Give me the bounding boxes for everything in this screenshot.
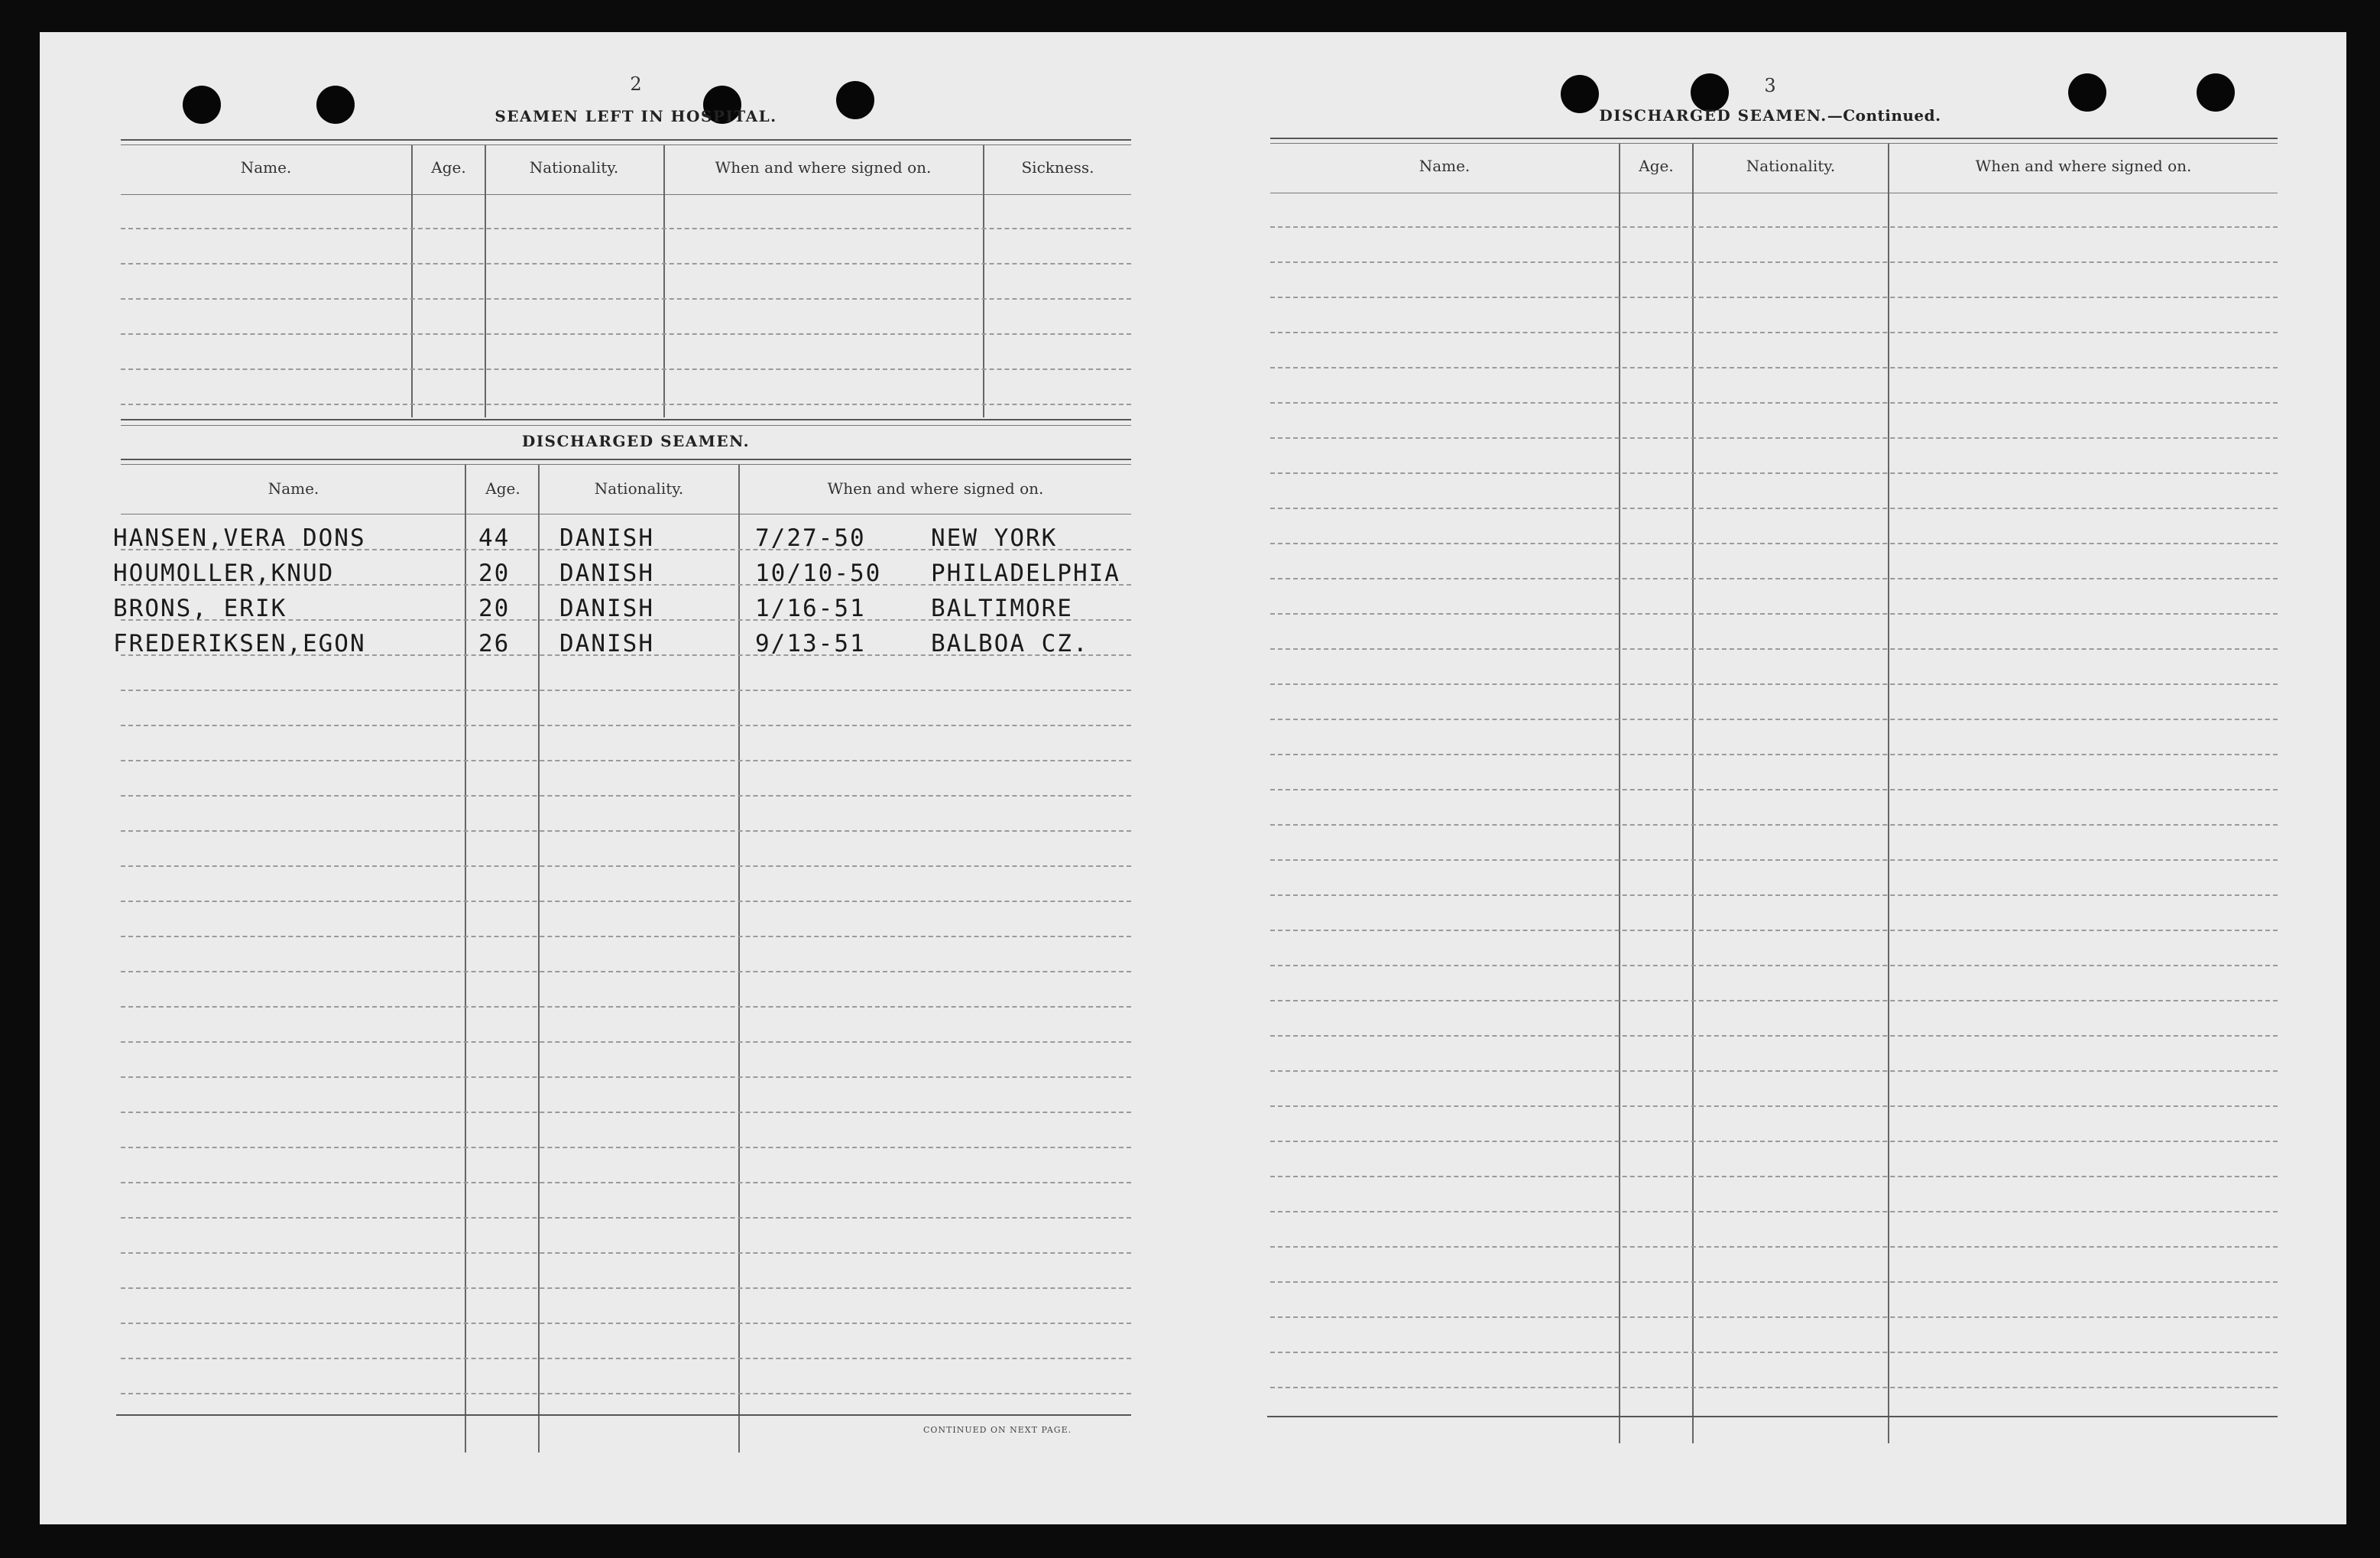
- ruled-line: [121, 1041, 1131, 1043]
- ruled-line: [1270, 754, 2278, 755]
- ruled-line: [1270, 367, 2278, 368]
- punch-hole: [2068, 73, 2106, 112]
- ruled-line: [1270, 472, 2278, 474]
- discharged-table-bottom-rule: [116, 1414, 1131, 1416]
- ruled-line: [121, 1393, 1131, 1394]
- seaman-nationality: DANISH: [559, 595, 654, 622]
- ruled-line: [1270, 859, 2278, 861]
- ruled-line: [1270, 543, 2278, 544]
- ruled-line: [1270, 1281, 2278, 1283]
- ruled-line: [1270, 613, 2278, 615]
- ruled-line: [121, 830, 1131, 832]
- ruled-line: [1270, 1352, 2278, 1353]
- ruled-line: [1270, 578, 2278, 579]
- ruled-line: [121, 228, 1131, 229]
- right-col-signed-on: When and where signed on.: [1975, 157, 2192, 175]
- signed-on-place: BALBOA CZ.: [931, 630, 1089, 657]
- right-table-top-rule: [1270, 138, 2278, 139]
- punch-hole: [2197, 73, 2235, 112]
- discharged-col-age: Age.: [485, 479, 520, 498]
- ruled-line: [121, 971, 1131, 972]
- signed-on-place: NEW YORK: [931, 524, 1058, 552]
- right-page-number: 3: [1764, 75, 1776, 96]
- hospital-header-rule: [121, 194, 1131, 195]
- signed-on-date: 7/27-50: [755, 524, 866, 552]
- right-page-title: [1568, 106, 1972, 125]
- seaman-name: HANSEN,VERA DONS: [113, 524, 366, 552]
- ruled-line: [1270, 297, 2278, 298]
- ruled-line: [1270, 648, 2278, 650]
- signed-on-place: BALTIMORE: [931, 595, 1073, 622]
- ruled-line: [121, 1323, 1131, 1324]
- signed-on-date: 10/10-50: [755, 560, 882, 587]
- ruled-line: [1270, 1105, 2278, 1107]
- ruled-line: [121, 263, 1131, 265]
- ruled-line: [121, 298, 1131, 300]
- right-col-age: Age.: [1639, 157, 1674, 175]
- right-col-nationality: Nationality.: [1746, 157, 1836, 175]
- ruled-line: [121, 1006, 1131, 1008]
- continued-note: CONTINUED ON NEXT PAGE.: [923, 1425, 1072, 1435]
- hospital-col-age: Age.: [431, 158, 466, 177]
- ruled-line: [1270, 1387, 2278, 1388]
- hospital-col-name: Name.: [240, 158, 292, 177]
- ruled-line: [121, 936, 1131, 937]
- seaman-name: HOUMOLLER,KNUD: [113, 560, 335, 587]
- ruled-line: [1270, 1316, 2278, 1318]
- ruled-line: [121, 1147, 1131, 1148]
- seaman-nationality: DANISH: [559, 524, 654, 552]
- discharged-col-name: Name.: [268, 479, 319, 498]
- right-col-name: Name.: [1419, 157, 1470, 175]
- right-title-continued: —Continued.: [1827, 106, 1941, 125]
- seaman-age: 20: [478, 595, 511, 622]
- ruled-line: [1270, 332, 2278, 333]
- seaman-age: 20: [478, 560, 511, 587]
- ruled-line: [121, 795, 1131, 797]
- ruled-line: [1270, 1000, 2278, 1001]
- ruled-line: [1270, 1246, 2278, 1248]
- seaman-name: BRONS, ERIK: [113, 595, 287, 622]
- ruled-line: [121, 333, 1131, 335]
- hospital-col-signed-on: When and where signed on.: [715, 158, 932, 177]
- right-table-bottom-rule: [1267, 1416, 2278, 1417]
- ruled-line: [1270, 789, 2278, 790]
- ruled-line: [1270, 1070, 2278, 1072]
- seaman-age: 44: [478, 524, 511, 552]
- ruled-line: [1270, 1141, 2278, 1142]
- ruled-line: [1270, 824, 2278, 826]
- signed-on-place: PHILADELPHIA: [931, 560, 1120, 587]
- discharged-section-title: DISCHARGED SEAMEN.: [521, 432, 751, 450]
- seaman-nationality: DANISH: [559, 560, 654, 587]
- ruled-line: [1270, 226, 2278, 228]
- hospital-col-nationality: Nationality.: [529, 158, 619, 177]
- ruled-line: [1270, 261, 2278, 263]
- ruled-line: [1270, 965, 2278, 966]
- document-sheet: [40, 32, 2346, 1524]
- ruled-line: [121, 1182, 1131, 1183]
- punch-hole: [316, 86, 355, 124]
- ruled-line: [121, 368, 1131, 370]
- discharged-col-nationality: Nationality.: [594, 479, 684, 498]
- ruled-line: [121, 865, 1131, 867]
- ruled-line: [121, 1358, 1131, 1359]
- signed-on-date: 1/16-51: [755, 595, 866, 622]
- ruled-line: [1270, 930, 2278, 931]
- ruled-line: [1270, 1035, 2278, 1037]
- ruled-line: [121, 760, 1131, 761]
- hospital-table-bottom-rule: [121, 419, 1131, 420]
- ruled-line: [121, 1217, 1131, 1219]
- left-page-number: 2: [630, 73, 642, 95]
- seaman-age: 26: [478, 630, 511, 657]
- ruled-line: [1270, 683, 2278, 685]
- punch-hole: [183, 86, 221, 124]
- discharged-table-top-rule: [121, 459, 1131, 460]
- seaman-nationality: DANISH: [559, 630, 654, 657]
- ruled-line: [121, 404, 1131, 405]
- ruled-line: [121, 1252, 1131, 1254]
- right-title-main: DISCHARGED SEAMEN.: [1599, 106, 1827, 125]
- ruled-line: [121, 725, 1131, 726]
- ruled-line: [121, 690, 1131, 691]
- ruled-line: [121, 901, 1131, 902]
- ruled-line: [121, 1076, 1131, 1078]
- signed-on-date: 9/13-51: [755, 630, 866, 657]
- ruled-line: [1270, 894, 2278, 896]
- ruled-line: [121, 1112, 1131, 1113]
- ruled-line: [1270, 1176, 2278, 1177]
- ruled-line: [1270, 437, 2278, 439]
- seaman-name: FREDERIKSEN,EGON: [113, 630, 366, 657]
- ruled-line: [1270, 402, 2278, 404]
- hospital-col-sickness: Sickness.: [1021, 158, 1094, 177]
- discharged-col-signed-on: When and where signed on.: [827, 479, 1044, 498]
- ruled-line: [1270, 719, 2278, 720]
- ruled-line: [1270, 1211, 2278, 1212]
- hospital-section-title: SEAMEN LEFT IN HOSPITAL.: [494, 107, 777, 125]
- ruled-line: [1270, 508, 2278, 509]
- hospital-table-top-rule: [121, 139, 1131, 141]
- ruled-line: [121, 1287, 1131, 1289]
